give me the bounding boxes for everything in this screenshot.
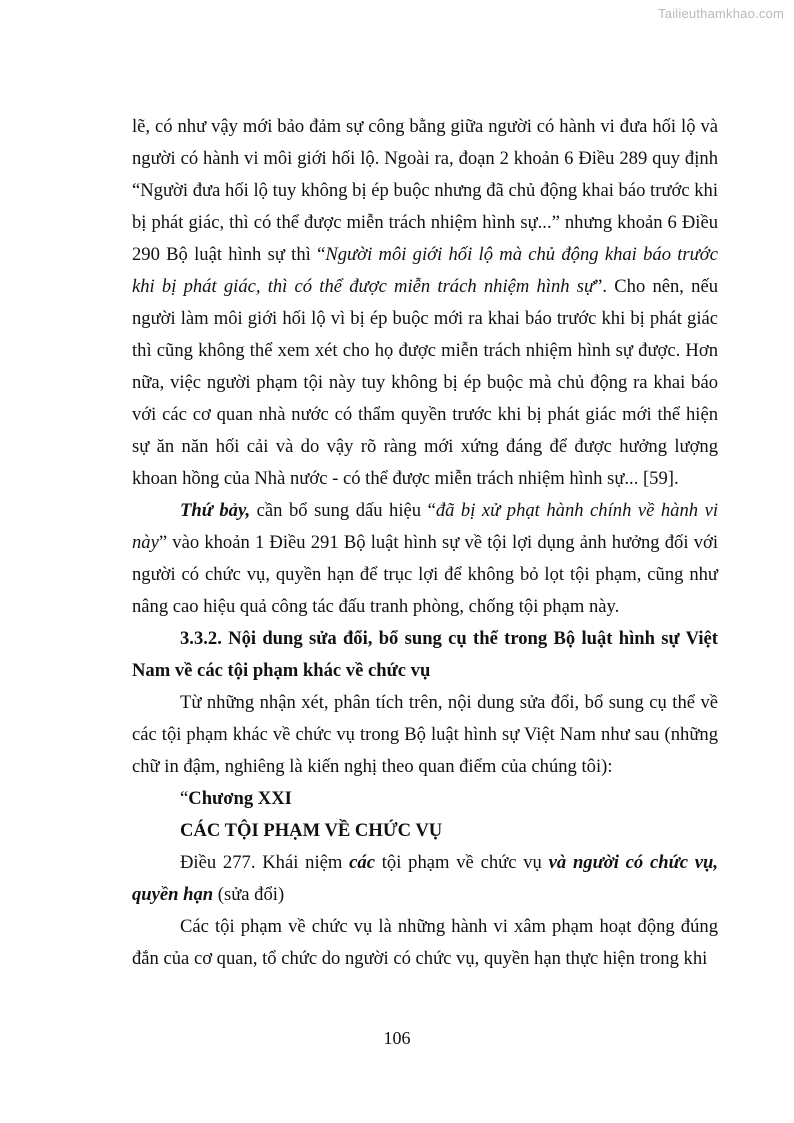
emphasis-amendment: và người có chức vụ, quyền hạn (132, 852, 718, 905)
text-run: Điều 277. Khái niệm (180, 852, 350, 873)
text-run: lẽ, có như vậy mới bảo đảm sự công bằng giữa người có hành vi đưa hối lộ và người có hành vi môi giới hối lộ. Ngoài ra, đoạn 2 khoản 6 Điều 289 quy định “Người đưa hối lộ tuy không bị ép buộc nhưng đã chủ động khai báo trước khi bị phát giác, thì có thể được miễn trách nhiệm hình sự...” nhưng khoản 6 Điều 290 Bộ luật hình sự thì “ (132, 116, 718, 265)
page-number: 106 (383, 1028, 411, 1048)
page-body (132, 111, 718, 975)
article-277-title (132, 847, 718, 911)
paragraph-seventh-point (132, 495, 718, 623)
paragraph-intro: Từ những nhận xét, phân tích trên, nội dung sửa đổi, bổ sung cụ thể về các tội phạm khác về chức vụ trong Bộ luật hình sự Việt Nam như sau (những chữ in đậm, nghiêng là kiến nghị theo quan điểm của chúng tôi): (132, 692, 718, 777)
chapter-title: CÁC TỘI PHẠM VỀ CHỨC VỤ (180, 820, 443, 841)
open-quote: “ (180, 788, 189, 809)
chapter-label (132, 783, 718, 815)
quoted-provision: Người môi giới hối lộ mà chủ động khai báo trước khi bị phát giác, thì có thể được miễn trách nhiệm hình sự (132, 244, 718, 297)
seventh-point-label: Thứ bảy, (180, 500, 251, 521)
text-run: cần bổ sung dấu hiệu “ (250, 500, 436, 521)
text-run: ” vào khoản 1 Điều 291 Bộ luật hình sự về tội lợi dụng ảnh hưởng đối với người có chức vụ, quyền hạn để trục lợi để không bỏ lọt tội phạm, cũng như nâng cao hiệu quả công tác đấu tranh phòng, chống tội phạm này. (132, 532, 718, 617)
paragraph-definition: Các tội phạm về chức vụ là những hành vi xâm phạm hoạt động đúng đắn của cơ quan, tổ chức do người có chức vụ, quyền hạn thực hiện trong khi (132, 916, 718, 969)
section-heading: 3.3.2. Nội dung sửa đổi, bổ sung cụ thể trong Bộ luật hình sự Việt Nam về các tội phạm khác về chức vụ (132, 628, 718, 681)
watermark: Tailieuthamkhao.com (658, 6, 784, 21)
paragraph-bribery-intermediary (132, 111, 718, 495)
quoted-sign: đã bị xử phạt hành chính về hành vi này (132, 500, 718, 553)
text-run: (sửa đổi) (213, 884, 285, 905)
text-run: tội phạm về chức vụ (374, 852, 549, 873)
text-run: ”. Cho nên, nếu người làm môi giới hối lộ vì bị ép buộc mới ra khai báo trước khi bị phát giác thì cũng không thể xem xét cho họ được miễn trách nhiệm hình sự được. Hơn nữa, việc người phạm tội này tuy không bị ép buộc mà chủ động ra khai báo với các cơ quan nhà nước có thẩm quyền trước khi bị phát giác mới thể hiện sự ăn năn hối cải và do vậy rõ ràng mới xứng đáng để được hưởng lượng khoan hồng của Nhà nước - có thể được miễn trách nhiệm hình sự... [59]. (132, 276, 718, 489)
emphasis-cac: các (349, 852, 375, 873)
chapter-number: Chương XXI (188, 788, 292, 809)
